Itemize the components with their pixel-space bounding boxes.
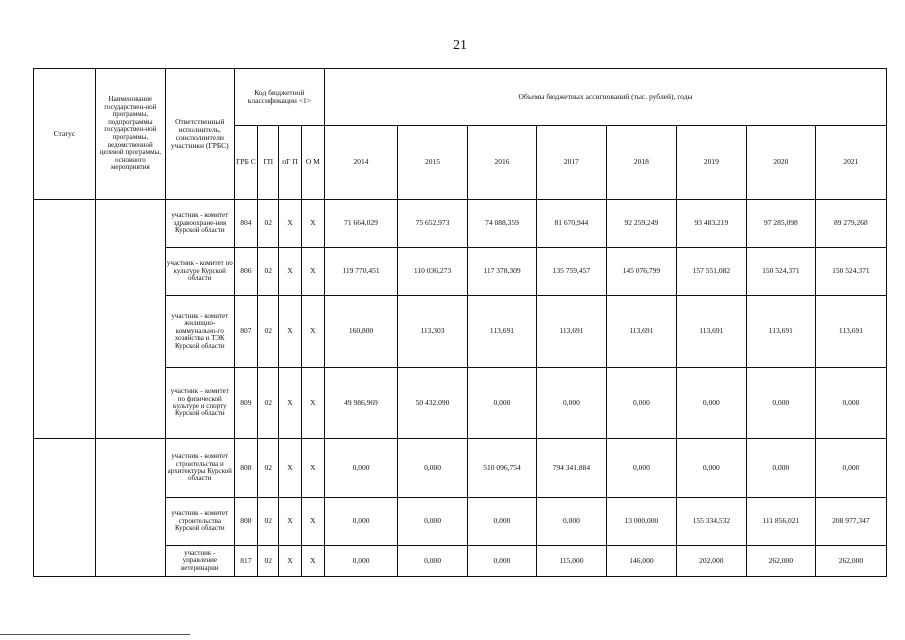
gp-cell: 02 [258,498,279,546]
header-year-2016: 2016 [467,126,536,200]
gp-cell: 02 [258,368,279,439]
value-2015: 0,000 [398,546,468,577]
value-2018: 113,691 [606,296,676,368]
header-year-2019: 2019 [676,126,746,200]
value-2015: 110 036,273 [398,248,468,296]
value-2016: 510 096,754 [467,439,536,498]
value-2016: 117 378,309 [467,248,536,296]
program-name-cell [95,439,165,577]
value-2016: 0,000 [467,546,536,577]
value-2014: 49 986,969 [325,368,398,439]
value-2018: 0,000 [606,368,676,439]
value-2018: 146,000 [606,546,676,577]
header-code-om: О М [301,126,324,200]
value-2019: 202,000 [676,546,746,577]
value-2018: 0,000 [606,439,676,498]
pgp-cell: X [279,498,301,546]
executor-cell: участник - комитет строительства Курской области [165,498,234,546]
value-2016: 0,000 [467,498,536,546]
value-2015: 75 652,973 [398,200,468,248]
om-cell: X [301,439,324,498]
pgp-cell: X [279,546,301,577]
header-year-2018: 2018 [606,126,676,200]
value-2020: 0,000 [746,439,815,498]
header-executor: Ответственный исполнитель, соисполнители участники (ГРБС) [165,69,234,200]
value-2015: 113,303 [398,296,468,368]
value-2018: 13 000,000 [606,498,676,546]
pgp-cell: X [279,368,301,439]
executor-cell: участник – комитет по физической культуре и спорту Курской области [165,368,234,439]
value-2017: 113,691 [536,296,606,368]
table-row [34,439,887,498]
value-2019: 0,000 [676,368,746,439]
executor-cell: участник - управление ветеринарии [165,546,234,577]
value-2020: 150 524,371 [746,248,815,296]
value-2015: 50 432,090 [398,368,468,439]
pgp-cell: X [279,248,301,296]
value-2016: 74 088,359 [467,200,536,248]
header-year-2020: 2020 [746,126,815,200]
value-2014: 119 770,451 [325,248,398,296]
executor-cell: участник - комитет строительства и архитектуры Курской области [165,439,234,498]
om-cell: X [301,498,324,546]
value-2021: 208 977,347 [815,498,886,546]
value-2017: 135 759,457 [536,248,606,296]
value-2019: 0,000 [676,439,746,498]
table-row [34,200,887,248]
value-2017: 81 670,944 [536,200,606,248]
gp-cell: 02 [258,546,279,577]
value-2014: 71 664,029 [325,200,398,248]
om-cell: X [301,200,324,248]
gp-cell: 02 [258,439,279,498]
value-2020: 113,691 [746,296,815,368]
budget-table [33,68,887,577]
value-2019: 93 483,219 [676,200,746,248]
value-2017: 794 341,884 [536,439,606,498]
pgp-cell: X [279,439,301,498]
pgp-cell: X [279,200,301,248]
header-year-2014: 2014 [325,126,398,200]
page-number: 21 [453,38,467,53]
gp-cell: 02 [258,296,279,368]
value-2021: 113,691 [815,296,886,368]
value-2019: 157 551,082 [676,248,746,296]
value-2017: 115,000 [536,546,606,577]
footnote-divider [0,634,190,636]
value-2020: 97 285,098 [746,200,815,248]
grbs-cell: 808 [234,439,257,498]
program-name-cell [95,200,165,439]
grbs-cell: 817 [234,546,257,577]
header-year-2015: 2015 [398,126,468,200]
value-2014: 0,000 [325,439,398,498]
header-budget-code: Код бюджетной классификации <1> [234,69,324,126]
header-status: Статус [34,69,96,200]
grbs-cell: 806 [234,248,257,296]
header-program-name: Наименование государствен-ной программы, подпрограммы государствен-ной программы, ведомственной целевой программы, основного мероприятия [95,69,165,200]
header-year-2017: 2017 [536,126,606,200]
value-2014: 160,800 [325,296,398,368]
header-code-grbs: ГРБ С [234,126,257,200]
value-2019: 155 334,532 [676,498,746,546]
value-2018: 92 259,249 [606,200,676,248]
om-cell: X [301,296,324,368]
status-cell [34,439,96,577]
value-2021: 0,000 [815,439,886,498]
value-2020: 0,000 [746,368,815,439]
header-year-2021: 2021 [815,126,886,200]
executor-cell: участник - комитет по культуре Курской области [165,248,234,296]
header-code-gp: ГП [258,126,279,200]
value-2020: 111 856,021 [746,498,815,546]
gp-cell: 02 [258,248,279,296]
value-2021: 262,000 [815,546,886,577]
status-cell [34,200,96,439]
grbs-cell: 809 [234,368,257,439]
pgp-cell: X [279,296,301,368]
value-2021: 89 279,268 [815,200,886,248]
om-cell: X [301,368,324,439]
value-2021: 150 524,371 [815,248,886,296]
om-cell: X [301,248,324,296]
grbs-cell: 808 [234,498,257,546]
grbs-cell: 804 [234,200,257,248]
header-volumes: Объемы бюджетных ассигнований (тыс. рублей), годы [325,69,887,126]
om-cell: X [301,546,324,577]
grbs-cell: 807 [234,296,257,368]
value-2016: 113,691 [467,296,536,368]
value-2017: 0,000 [536,368,606,439]
value-2017: 0,000 [536,498,606,546]
value-2019: 113,691 [676,296,746,368]
value-2015: 0,000 [398,498,468,546]
value-2016: 0,000 [467,368,536,439]
value-2014: 0,000 [325,546,398,577]
value-2018: 145 076,799 [606,248,676,296]
header-code-pgp: пГ П [279,126,301,200]
value-2014: 0,000 [325,498,398,546]
value-2015: 0,000 [398,439,468,498]
executor-cell: участник - комитет жилищно-коммунально-го хозяйства и ТЭК Курской области [165,296,234,368]
executor-cell: участник - комитет здравоохране-ния Курской области [165,200,234,248]
value-2020: 262,000 [746,546,815,577]
value-2021: 0,000 [815,368,886,439]
gp-cell: 02 [258,200,279,248]
